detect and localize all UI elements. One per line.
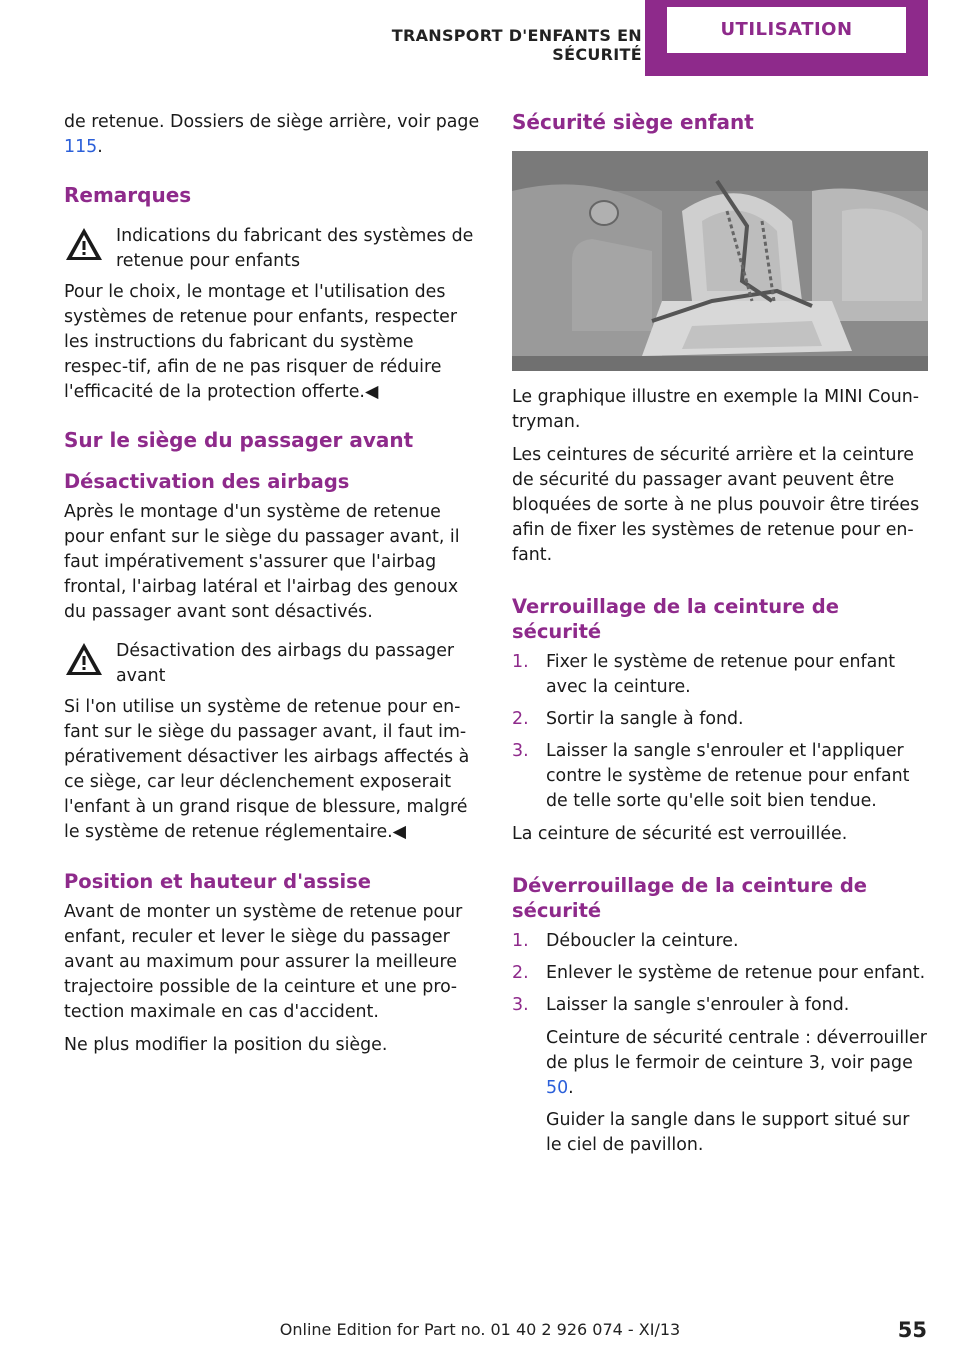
list-item	[512, 739, 930, 814]
list-item	[512, 707, 930, 732]
belts-body: Les ceintures de sécurité arrière et la ceinture de sécurité du passager avant peuvent être bloquées de sorte à ne plus pouvoir être tirées afin de fixer les systèmes de retenue pour en‐fant.	[512, 445, 920, 565]
warning-title-manufacturer: Indications du fabricant des systèmes de retenue pour enfants	[116, 226, 474, 271]
child-seat-image	[512, 151, 928, 371]
warning-body-manufacturer: Pour le choix, le montage et l'utilisation des systèmes de retenue pour enfants, respecter les instructions du fabricant du système respec‐tif, afin de ne pas risquer de réduire l'efficacité de la protection offerte.◀	[64, 282, 458, 402]
warning-triangle-icon	[64, 226, 104, 262]
step-text: Déboucler la ceinture.	[546, 931, 739, 951]
step-number: 1.	[512, 652, 529, 672]
list-item	[512, 929, 930, 954]
list-item	[512, 650, 930, 700]
safety-heading: Sécurité siège enfant	[512, 110, 754, 134]
step-number: 3.	[512, 995, 529, 1015]
step-text: Enlever le système de retenue pour enfant.	[546, 963, 926, 983]
header-chapter-tab[interactable]	[645, 0, 928, 76]
child-seat-illustration	[512, 151, 928, 371]
right-column	[512, 110, 930, 1165]
step-text: Fixer le système de retenue pour enfant avec la ceinture.	[546, 652, 896, 697]
warning-block-manufacturer	[64, 224, 482, 274]
lock-result: La ceinture de sécurité est verrouillée.	[512, 824, 848, 844]
front-seat-heading: Sur le siège du passager avant	[64, 428, 414, 452]
image-caption: Le graphique illustre en exemple la MINI Coun‐tryman.	[512, 387, 920, 432]
page-number: 55	[897, 1318, 927, 1342]
unlock-heading: Déverrouillage de la ceinture de sécurité	[512, 874, 868, 922]
list-item	[512, 993, 930, 1018]
airbag-body: Après le montage d'un système de retenue pour enfant sur le siège du passager avant, il faut impérativement s'assurer que l'airbag frontal, l'airbag latéral et l'airbag des genoux du passager avant sont désactivés.	[64, 502, 460, 622]
warning-title-airbag: Désactivation des airbags du passager avant	[116, 641, 455, 686]
lock-steps-list	[512, 650, 930, 814]
header-section-title: TRANSPORT D'ENFANTS EN SÉCURITÉ	[391, 26, 642, 64]
unlock-note-text: Ceinture de sécurité centrale : déverrouiller de plus le fermoir de ceinture 3, voir page	[546, 1028, 927, 1073]
page-link-50[interactable]: 50	[546, 1078, 569, 1098]
header-chapter-label: UTILISATION	[667, 7, 906, 53]
intro-text: de retenue. Dossiers de siège arrière, voir page	[64, 112, 480, 132]
step-text: Laisser la sangle s'enrouler et l'appliquer contre le système de retenue pour enfant de telle sorte qu'elle soit bien tendue.	[546, 741, 910, 811]
step-number: 3.	[512, 741, 529, 761]
warning-body-airbag: Si l'on utilise un système de retenue pour en‐fant sur le siège du passager avant, il faut im‐pérativement désactiver les airbags affectés à ce siège, car leur déclenchement exposerait l'enfant à un grand risque de blessure, malgré le système de retenue réglementaire.◀	[64, 697, 470, 842]
intro-end: .	[97, 137, 103, 157]
unlock-note-guide: Guider la sangle dans le support situé sur le ciel de pavillon.	[546, 1110, 910, 1155]
intro-paragraph	[64, 110, 482, 160]
step-text: Sortir la sangle à fond.	[546, 709, 744, 729]
left-column	[64, 110, 482, 1066]
lock-heading: Verrouillage de la ceinture de sécurité	[512, 595, 839, 643]
list-item	[512, 961, 930, 986]
position-note: Ne plus modifier la position du siège.	[64, 1035, 388, 1055]
remarks-heading: Remarques	[64, 183, 192, 207]
unlock-note-center-belt	[512, 1026, 930, 1101]
warning-triangle-icon	[64, 641, 104, 677]
unlock-note-end: .	[568, 1078, 574, 1098]
footer-edition: Online Edition for Part no. 01 40 2 926 074 - XI/13	[279, 1320, 681, 1339]
warning-block-airbag	[64, 639, 482, 689]
airbag-heading: Désactivation des airbags	[64, 470, 350, 493]
step-text: Laisser la sangle s'enrouler à fond.	[546, 995, 850, 1015]
step-number: 2.	[512, 709, 529, 729]
step-number: 1.	[512, 931, 529, 951]
step-number: 2.	[512, 963, 529, 983]
page-link-115[interactable]: 115	[64, 137, 98, 157]
unlock-steps-list	[512, 929, 930, 1018]
position-body: Avant de monter un système de retenue pour enfant, reculer et lever le siège du passager avant au maximum pour assurer la meilleure trajectoire possible de la ceinture et une pro‐tection maximale en cas d'accident.	[64, 902, 463, 1022]
position-heading: Position et hauteur d'assise	[64, 870, 371, 893]
